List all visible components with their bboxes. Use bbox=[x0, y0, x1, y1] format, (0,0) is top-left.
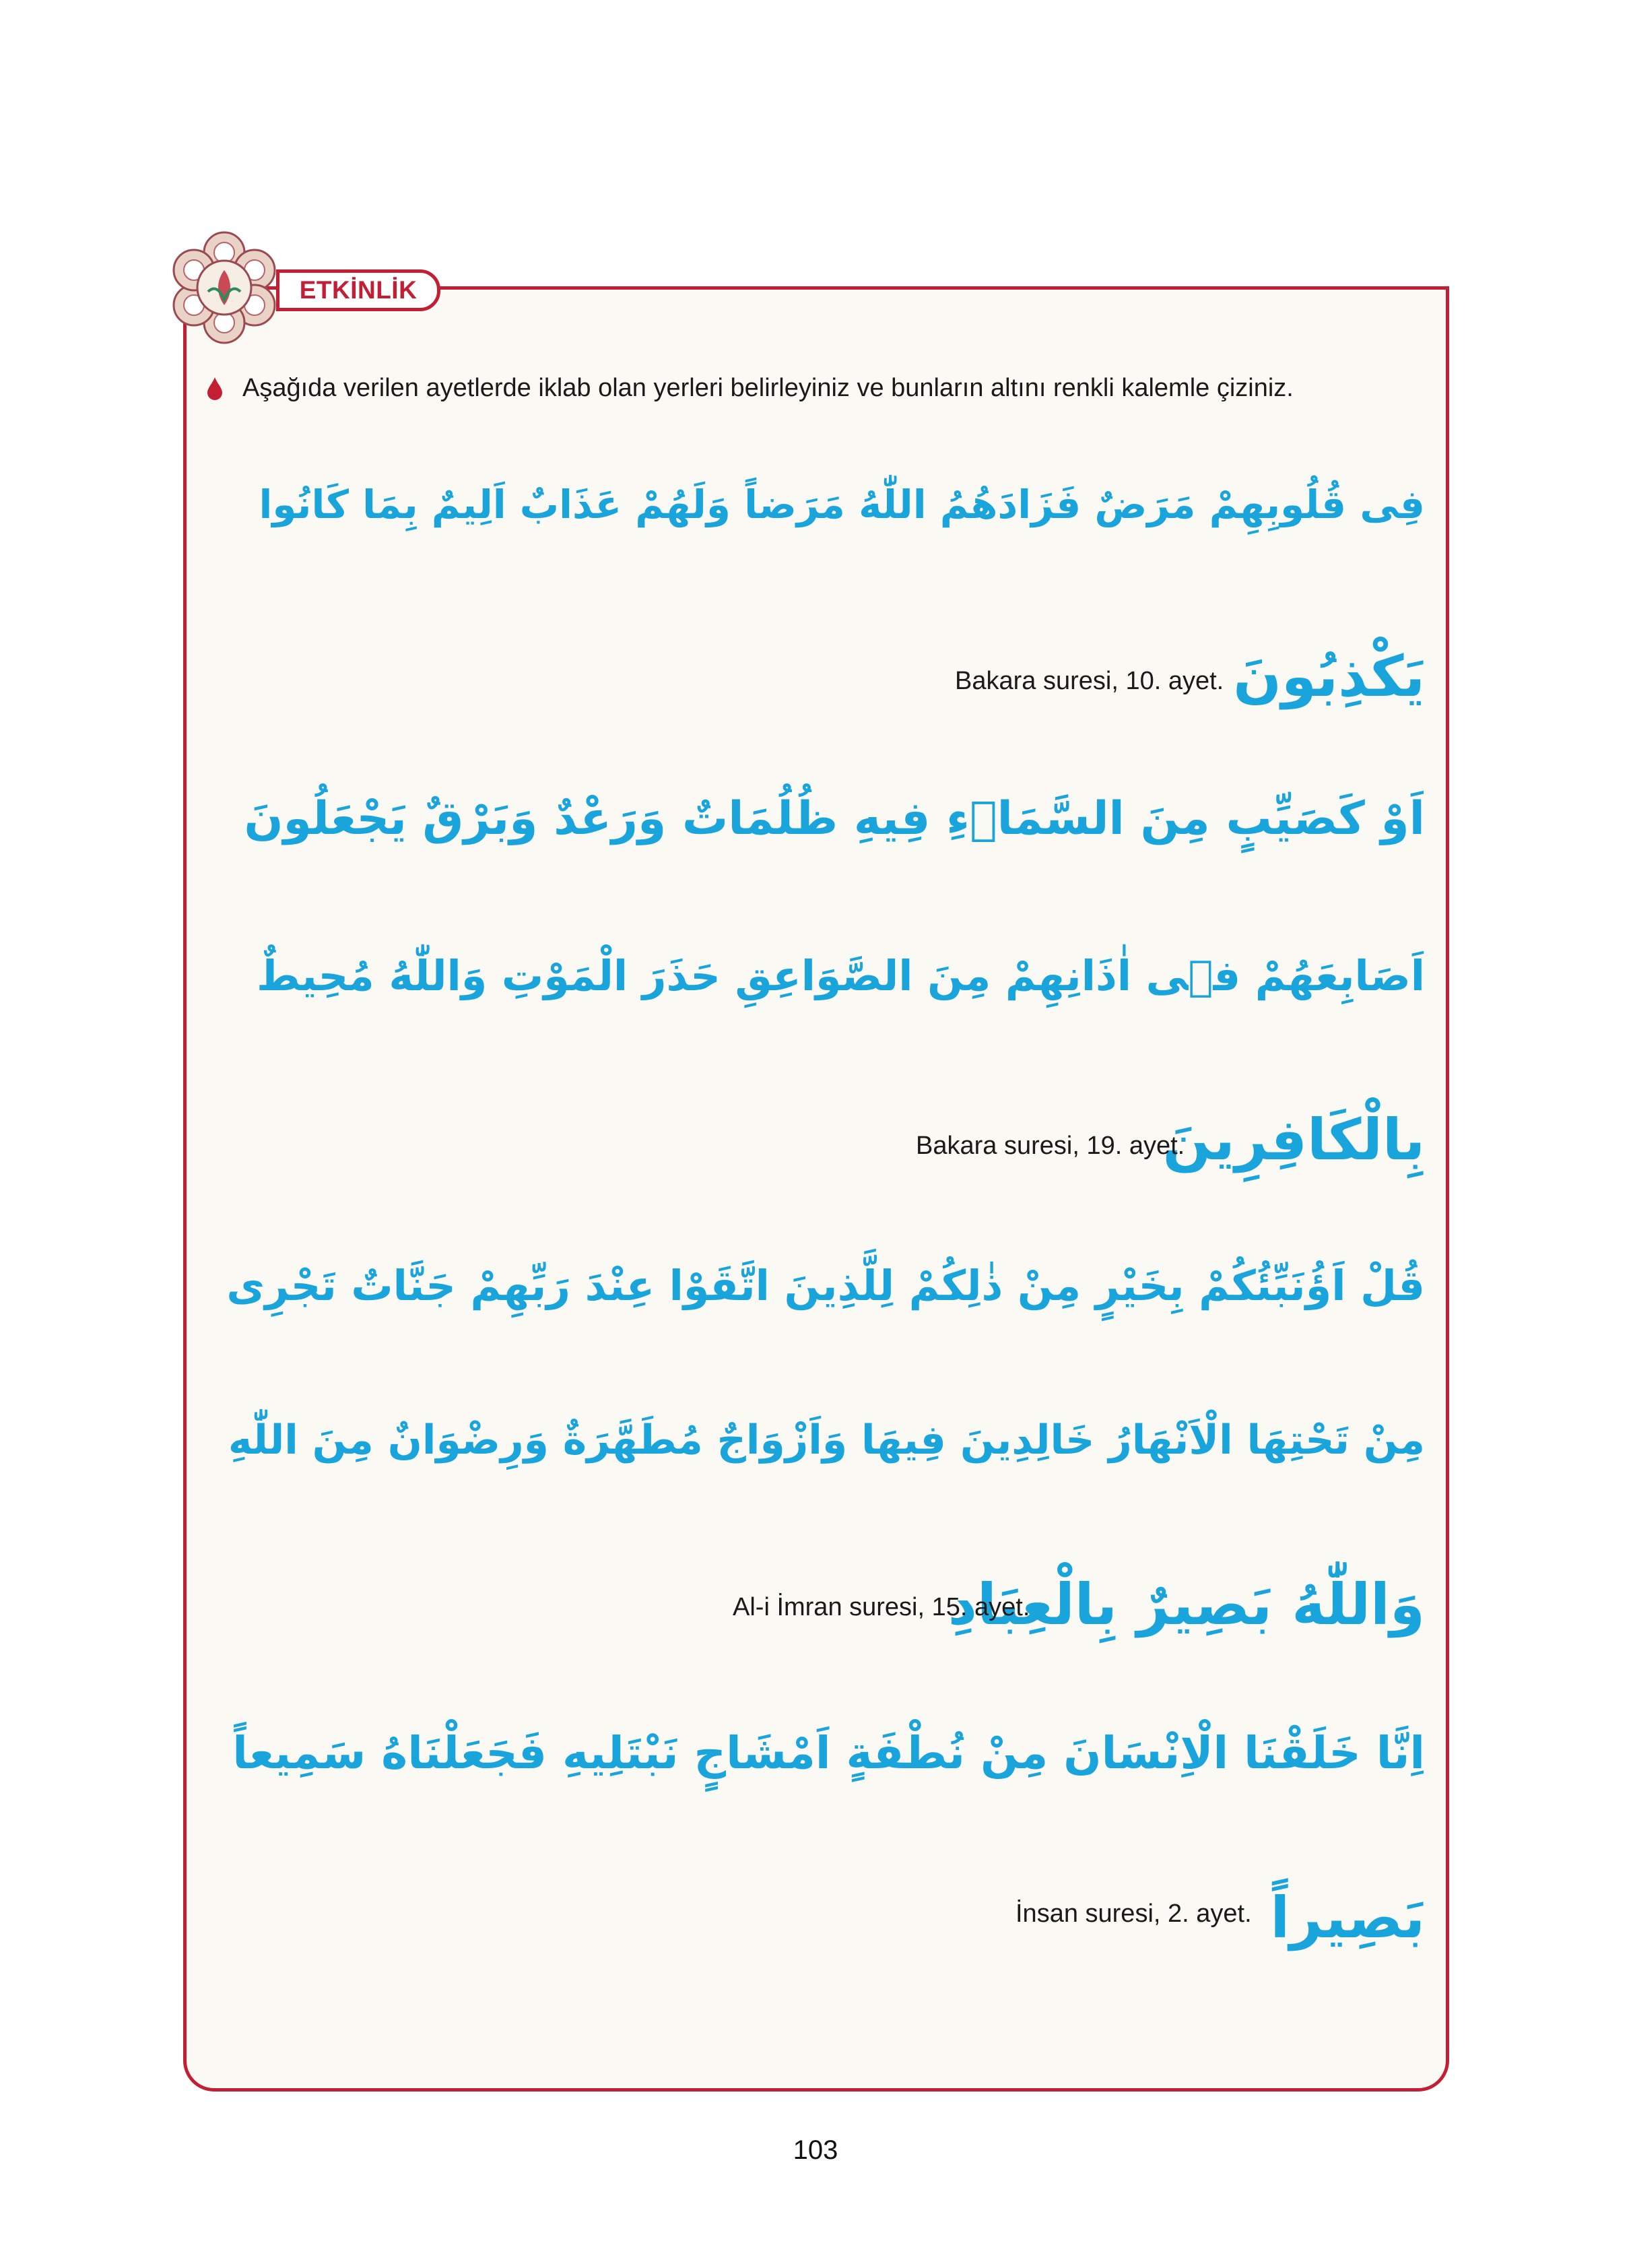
verse-line: بَصِيراً bbox=[1270, 1885, 1425, 1951]
verse-line: وَاللّٰهُ بَصِيرٌ بِالْعِبَادِ bbox=[947, 1572, 1425, 1638]
page-number: 103 bbox=[793, 2135, 838, 2165]
verse-line: بِالْكَافِرِينَ bbox=[1162, 1107, 1425, 1173]
instruction bbox=[206, 374, 1294, 403]
verse-line: اَصَابِعَهُمْ فٖى اٰذَانِهِمْ مِنَ الصَّوَاعِقِ حَذَرَ الْمَوْتِ وَاللّٰهُ مُحِيطٌ bbox=[256, 951, 1425, 1000]
verse-line: فِى قُلُوبِهِمْ مَرَضٌ فَزَادَهُمُ اللّٰهُ مَرَضاً وَلَهُمْ عَذَابٌ اَلِيمٌ بِمَا كَانُوا bbox=[259, 482, 1425, 527]
instruction-text: Aşağıda verilen ayetlerde iklab olan yerleri belirleyiniz ve bunların altını renkli kalemle çiziniz. bbox=[242, 374, 1294, 402]
verse-line: اِنَّا خَلَقْنَا الْاِنْسَانَ مِنْ نُطْفَةٍ اَمْشَاجٍ نَبْتَلِيهِ فَجَعَلْنَاهُ سَمِيعاً bbox=[232, 1727, 1425, 1779]
drop-bullet-icon bbox=[206, 377, 224, 400]
verse-reference: Bakara suresi, 19. ayet. bbox=[916, 1132, 1185, 1160]
verse-reference: Bakara suresi, 10. ayet. bbox=[955, 667, 1224, 695]
activity-tag bbox=[276, 269, 440, 311]
verse-line: يَكْذِبُونَ bbox=[1233, 643, 1425, 709]
verse-line: اَوْ كَصَيِّبٍ مِنَ السَّمَاۤءِ فِيهِ ظُلُمَاتٌ وَرَعْدٌ وَبَرْقٌ يَجْعَلُونَ bbox=[244, 792, 1425, 845]
verse-reference: İnsan suresi, 2. ayet. bbox=[1016, 1900, 1252, 1928]
verse-reference: Al-i İmran suresi, 15. ayet. bbox=[733, 1593, 1030, 1621]
ornament-rosette-icon bbox=[167, 230, 281, 345]
verse-line: قُلْ اَؤُنَبِّئُكُمْ بِخَيْرٍ مِنْ ذٰلِكُمْ لِلَّذِينَ اتَّقَوْا عِنْدَ رَبِّهِمْ جَنَّاتٌ تَجْرِى bbox=[226, 1261, 1425, 1310]
activity-frame bbox=[183, 286, 1449, 2092]
activity-tag-label: ETKİNLİK bbox=[299, 276, 418, 304]
verse-line: مِنْ تَحْتِهَا الْاَنْهَارُ خَالِدِينَ فِيهَا وَاَزْوَاجٌ مُطَهَّرَةٌ وَرِضْوَانٌ مِنَ اللّٰهِ bbox=[228, 1417, 1425, 1464]
